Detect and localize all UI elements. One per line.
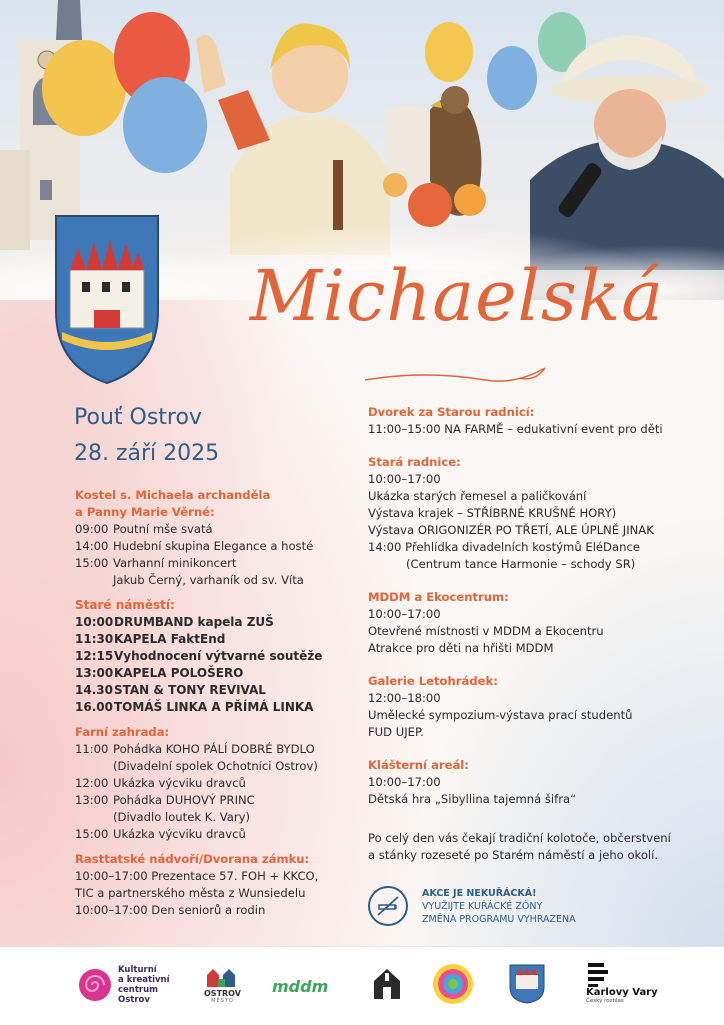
- church-logo-icon: [372, 967, 402, 1001]
- list-item: 15:00 Varhanní minikoncert: [75, 556, 237, 570]
- list-item-sub: Jakub Černý, varhaník od sv. Víta: [113, 573, 304, 587]
- section-heading: Stará radnice:: [368, 455, 461, 469]
- kkco-text: centrum: [118, 985, 159, 995]
- section-dvorek: [368, 404, 698, 438]
- ostrov-coat-of-arms: [52, 212, 162, 387]
- balloon-icon: [425, 22, 473, 82]
- balloon-icon: [487, 46, 537, 110]
- kkco-text: Kulturní: [118, 965, 157, 975]
- ostrov-subtext: MĚSTO: [211, 998, 234, 1004]
- karlovy-vary-text: Karlovy Vary: [586, 987, 658, 998]
- list-item: 12:00 Ukázka výcviku dravců: [75, 776, 246, 790]
- section-heading: Klášterní areál:: [368, 758, 469, 772]
- list-item: 12:00–18:00: [368, 691, 441, 705]
- list-item: Výstava krajek – STŘÍBRNÉ KRUŠNÉ HORY): [368, 506, 617, 520]
- list-item: Atrakce pro děti na hřišti MDDM: [368, 641, 554, 655]
- list-item: 10:00–17:00: [368, 607, 441, 621]
- list-item: 15:00 Ukázka výcviku dravců: [75, 827, 246, 841]
- list-item: 10:00–17:00: [368, 472, 441, 486]
- section-heading: Galerie Letohrádek:: [368, 674, 498, 688]
- kkco-logo: [78, 965, 170, 1005]
- section-mddm: [368, 589, 698, 657]
- section-kostel: [75, 487, 365, 589]
- balloon-icon: [123, 77, 207, 173]
- flower-icon: [383, 173, 407, 197]
- section-heading: Rasttatské nádvoří/Dvorana zámku:: [75, 852, 310, 866]
- general-note: [368, 830, 698, 864]
- flower-icon: [408, 183, 452, 227]
- karlovy-vary-logo: [586, 961, 658, 1004]
- section-galerie: [368, 673, 698, 741]
- title-swash: [360, 360, 560, 390]
- list-item-sub: (Divadlo loutek K. Vary): [113, 810, 250, 824]
- mddm-text: mddm: [272, 977, 329, 996]
- list-item: 16.00 TOMÁŠ LINKA A PŘÍMÁ LINKA: [75, 700, 314, 714]
- event-title: Michaelská: [250, 255, 664, 337]
- no-smoking-line: ZMĚNA PROGRAMU VYHRAZENA: [422, 913, 576, 925]
- section-stare-namesti: [75, 597, 365, 716]
- ostrov-logo: [204, 967, 241, 1004]
- list-item: FUD UJEP.: [368, 725, 424, 739]
- list-item: 10:00–17:00 Den seniorů a rodin: [75, 903, 266, 917]
- list-item: Výstava ORIGONIZÉR PO TŘETÍ, ALE ÚPLNĚ JINAK: [368, 523, 654, 537]
- ostrov-text: OSTROV: [204, 989, 241, 998]
- list-item: 13:00 KAPELA POLOŠERO: [75, 666, 244, 680]
- section-heading: Dvorek za Starou radnicí:: [368, 405, 535, 419]
- list-item: 10:00–17:00 Prezentace 57. FOH + KKCO,: [75, 869, 319, 883]
- list-item: 10:00–17:00: [368, 775, 441, 789]
- coat-of-arms-logo-icon: [508, 963, 546, 1005]
- kkco-text: Ostrov: [118, 995, 150, 1005]
- list-item: 11:00 Pohádka KOHO PÁLÍ DOBRÉ BYDLO: [75, 742, 315, 756]
- subtitle-date: 28. září 2025: [74, 441, 220, 466]
- list-item: 09:00 Poutní mše svatá: [75, 522, 213, 536]
- list-item: 11:30 KAPELA FaktEnd: [75, 632, 226, 646]
- list-item: 14.30 STAN & TONY REVIVAL: [75, 683, 266, 697]
- mddm-logo: [272, 977, 328, 996]
- subtitle-place: Pouť Ostrov: [74, 405, 202, 430]
- section-heading: Staré náměstí:: [75, 598, 175, 612]
- cesky-rozhlas-icon: [586, 961, 610, 987]
- flower-icon: [454, 184, 486, 216]
- section-heading: MDDM a Ekocentrum:: [368, 590, 509, 604]
- no-smoking-icon: [368, 886, 408, 926]
- balloon-icon: [42, 40, 126, 136]
- list-item: Ukázka starých řemesel a paličkování: [368, 489, 587, 503]
- section-rasttatske-nadvori: [75, 851, 365, 919]
- section-heading: Kostel s. Michaela archanděla: [75, 488, 271, 502]
- school-badge-icon: [432, 963, 474, 1005]
- kkco-spiral-icon: [78, 967, 112, 1003]
- no-smoking-title: AKCE JE NEKUŘÁCKÁ!: [422, 887, 537, 899]
- section-heading: a Panny Marie Věrné:: [75, 505, 215, 519]
- no-smoking-line: VYUŽIJTE KUŘÁCKÉ ZÓNY: [422, 900, 543, 912]
- list-item: 12:15 Vyhodnocení výtvarné soutěže: [75, 649, 323, 663]
- section-stara-radnice: [368, 454, 698, 573]
- list-item: Otevřené místnosti v MDDM a Ekocentru: [368, 624, 604, 638]
- note-line: a stánky rozeseté po Starém náměstí a jeho okolí.: [368, 848, 659, 862]
- section-heading: Farní zahrada:: [75, 725, 170, 739]
- program-right-column: [368, 404, 698, 864]
- list-item: TIC a partnerského města z Wunsiedelu: [75, 886, 306, 900]
- program-left-column: [75, 487, 365, 927]
- kkco-text: a kreativní: [118, 975, 170, 985]
- section-klasterni: [368, 757, 698, 808]
- karlovy-vary-subtext: Český rozhlas: [586, 998, 624, 1004]
- no-smoking-notice: [368, 886, 576, 926]
- list-item-sub: (Centrum tance Harmonie – schody SR): [406, 557, 636, 571]
- list-item-sub: (Divadelní spolek Ochotníci Ostrov): [113, 759, 318, 773]
- ostrov-towers-icon: [205, 967, 239, 989]
- list-item: 10:00 DRUMBAND kapela ZUŠ: [75, 615, 274, 629]
- sponsor-footer: [0, 946, 724, 1025]
- section-farni-zahrada: [75, 724, 365, 843]
- list-item: Dětská hra „Sibyllina tajemná šifra“: [368, 792, 577, 806]
- list-item: 13:00 Pohádka DUHOVÝ PRINC: [75, 793, 255, 807]
- list-item: Umělecké sympozium-výstava prací studentů: [368, 708, 633, 722]
- list-item: 14:00 Přehlídka divadelních kostýmů EléDance: [368, 540, 640, 554]
- list-item: 11:00–15:00 NA FARMĚ – edukativní event pro děti: [368, 422, 663, 436]
- list-item: 14:00 Hudební skupina Elegance a hosté: [75, 539, 314, 553]
- note-line: Po celý den vás čekají tradiční kolotoče, občerstvení: [368, 831, 671, 845]
